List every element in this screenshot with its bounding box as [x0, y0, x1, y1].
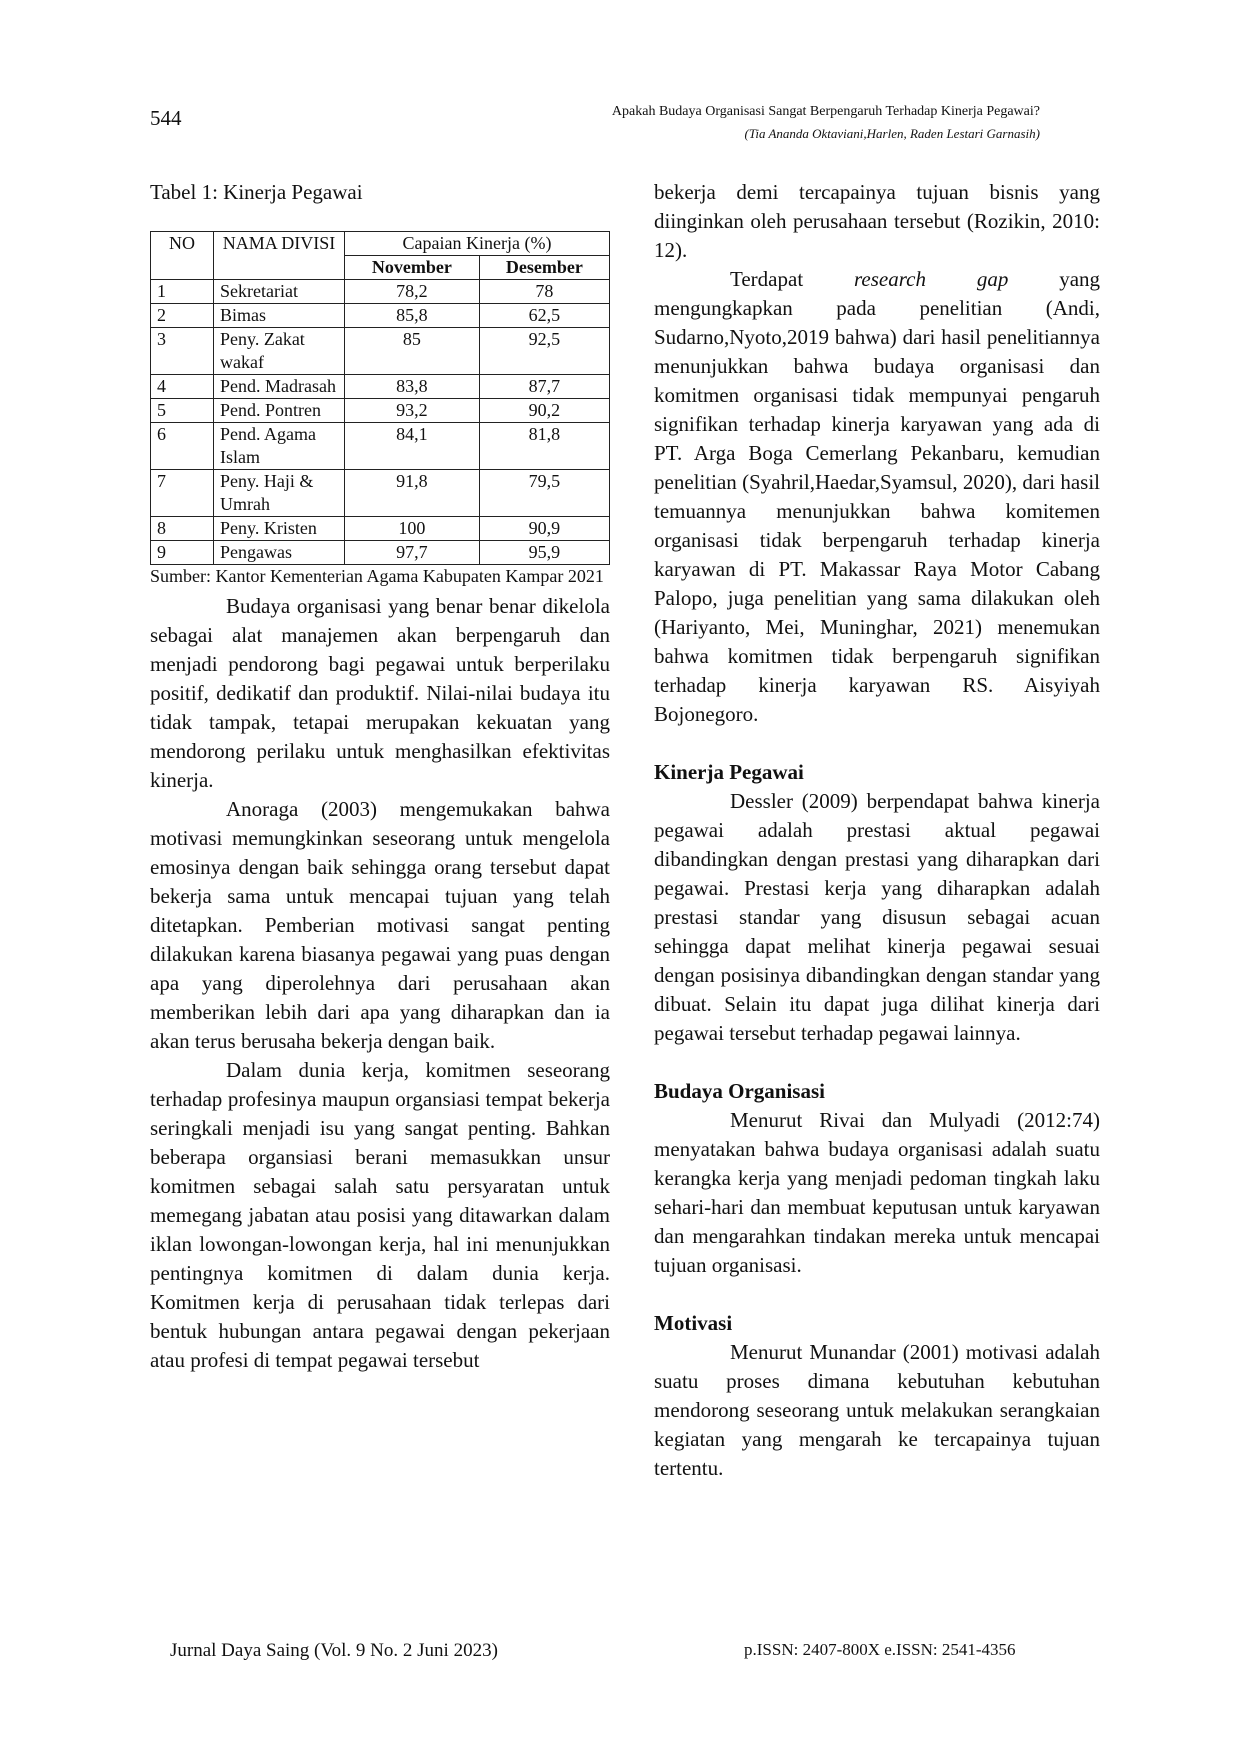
- footer-journal: Jurnal Daya Saing (Vol. 9 No. 2 Juni 2023): [170, 1640, 498, 1661]
- cell-des: 90,9: [479, 517, 609, 541]
- section-heading-budaya: Budaya Organisasi: [654, 1079, 825, 1103]
- text: yang mengungkapkan pada penelitian (Andi, Sudarno,Nyoto,2019 bahwa) dari hasil penelitiannya menunjukkan bahwa budaya organisasi dan komitmen organisasi tidak mempunyai pengaruh signifikan terhadap kinerja karyawan yang ada di PT. Arga Boga Cemerlang Pekanbaru, kemudian penelitian (Syahril,Haedar,Syamsul, 2020), dari hasil temuannya menunjukkan bahwa komitemen organisasi tidak berpengaruh terhadap kinerja karyawan di PT. Makassar Raya Motor Cabang Palopo, juga penelitian yang sama dilakukan oleh (Hariyanto, Mei, Muninghar, 2021) menemukan bahwa komitmen tidak berpengaruh signifikan terhadap kinerja karyawan RS. Aisyiyah Bojonegoro.: [654, 267, 1101, 726]
- cell-nov: 100: [345, 517, 480, 541]
- cell-name: Peny. Zakat wakaf: [214, 328, 345, 375]
- cell-name: Pend. Pontren: [214, 399, 345, 423]
- cell-name: Peny. Kristen: [214, 517, 345, 541]
- cell-name: Sekretariat: [214, 280, 345, 304]
- cell-des: 62,5: [479, 304, 609, 328]
- paragraph: Budaya organisasi yang benar benar dikelola sebagai alat manajemen akan berpengaruh dan menjadi pendorong bagi pegawai untuk berperilaku positif, dedikatif dan produktif. Nilai-nilai budaya itu tidak tampak, tetapai merupakan kekuatan yang mendorong perilaku untuk menghasilkan efektivitas kinerja.: [150, 594, 610, 792]
- running-header-authors: (Tia Ananda Oktaviani,Harlen, Raden Lestari Garnasih): [744, 126, 1040, 141]
- text: Terdapat: [730, 267, 855, 291]
- header-november: November: [345, 256, 480, 280]
- cell-no: 1: [151, 280, 214, 304]
- cell-des: 90,2: [479, 399, 609, 423]
- table-row: [151, 517, 610, 541]
- kinerja-table: [150, 231, 610, 565]
- cell-des: 81,8: [479, 423, 609, 470]
- italic-term: research gap: [854, 267, 1009, 291]
- cell-no: 2: [151, 304, 214, 328]
- cell-name: Pengawas: [214, 541, 345, 565]
- paragraph: Dessler (2009) berpendapat bahwa kinerja pegawai adalah prestasi aktual pegawai dibandingkan dengan prestasi yang diharapkan dari pegawai. Prestasi kerja yang diharapkan adalah prestasi standar yang disusun sebagai acuan sehingga dapat melihat kinerja pegawai sesuai dengan posisinya dibandingkan dengan standar yang dibuat. Selain itu dapat juga dilihat kinerja dari pegawai tersebut terhadap pegawai lainnya.: [654, 789, 1100, 1045]
- cell-nov: 91,8: [345, 470, 480, 517]
- running-header-title: Apakah Budaya Organisasi Sangat Berpengaruh Terhadap Kinerja Pegawai?: [611, 104, 1040, 119]
- header-capaian: Capaian Kinerja (%): [345, 232, 610, 256]
- table-row: [151, 304, 610, 328]
- table-row: [151, 470, 610, 517]
- table-row: [151, 541, 610, 565]
- section-heading-motivasi: Motivasi: [654, 1311, 733, 1335]
- cell-des: 92,5: [479, 328, 609, 375]
- cell-no: 3: [151, 328, 214, 375]
- cell-des: 79,5: [479, 470, 609, 517]
- table-row: [151, 399, 610, 423]
- footer-issn: p.ISSN: 2407-800X e.ISSN: 2541-4356: [744, 1640, 1016, 1659]
- cell-nov: 85: [345, 328, 480, 375]
- table-source: Sumber: Kantor Kementerian Agama Kabupaten Kampar 2021: [150, 566, 604, 586]
- paragraph: Menurut Rivai dan Mulyadi (2012:74) menyatakan bahwa budaya organisasi adalah suatu kerangka kerja yang menjadi pedoman tingkah laku sehari-hari dan membuat keputusan untuk karyawan dan mengarahkan tindakan mereka untuk mencapai tujuan organisasi.: [654, 1108, 1100, 1277]
- cell-des: 87,7: [479, 375, 609, 399]
- cell-no: 5: [151, 399, 214, 423]
- paragraph: bekerja demi tercapainya tujuan bisnis yang diinginkan oleh perusahaan tersebut (Rozikin, 2010: 12).: [654, 180, 1100, 262]
- right-column: [654, 178, 1100, 1483]
- header-desember: Desember: [479, 256, 609, 280]
- section-heading-kinerja: Kinerja Pegawai: [654, 760, 804, 784]
- table-row: [151, 375, 610, 399]
- cell-name: Bimas: [214, 304, 345, 328]
- cell-nov: 85,8: [345, 304, 480, 328]
- paragraph-research-gap: [654, 265, 1100, 729]
- cell-name: Pend. Agama Islam: [214, 423, 345, 470]
- cell-nov: 83,8: [345, 375, 480, 399]
- cell-no: 7: [151, 470, 214, 517]
- paragraph: Dalam dunia kerja, komitmen seseorang terhadap profesinya maupun organsiasi tempat bekerja seringkali menjadi isu yang sangat penting. Bahkan beberapa organsiasi berani memasukkan unsur komitmen sebagai salah satu persyaratan untuk memegang jabatan atau posisi yang ditawarkan dalam iklan lowongan-lowongan kerja, hal ini menunjukkan pentingnya komitmen di dalam dunia kerja. Komitmen kerja di perusahaan tidak terlepas dari bentuk hubungan antara pegawai dengan pekerjaan atau profesi di tempat pegawai tersebut: [150, 1058, 610, 1372]
- paragraph: Menurut Munandar (2001) motivasi adalah suatu proses dimana kebutuhan kebutuhan mendorong seseorang untuk melakukan serangkaian kegiatan yang mengarah ke tercapainya tujuan tertentu.: [654, 1340, 1100, 1480]
- cell-des: 95,9: [479, 541, 609, 565]
- table-row: [151, 328, 610, 375]
- page-number: 544: [150, 106, 182, 130]
- table-row: [151, 280, 610, 304]
- cell-name: Pend. Madrasah: [214, 375, 345, 399]
- left-column: [150, 178, 610, 1375]
- cell-no: 9: [151, 541, 214, 565]
- table-caption: Tabel 1: Kinerja Pegawai: [150, 180, 363, 204]
- cell-no: 4: [151, 375, 214, 399]
- cell-nov: 78,2: [345, 280, 480, 304]
- cell-nov: 84,1: [345, 423, 480, 470]
- cell-no: 6: [151, 423, 214, 470]
- header-no: NO: [151, 232, 214, 280]
- cell-no: 8: [151, 517, 214, 541]
- cell-nov: 93,2: [345, 399, 480, 423]
- table-header-row: [151, 232, 610, 256]
- cell-name: Peny. Haji & Umrah: [214, 470, 345, 517]
- paragraph: Anoraga (2003) mengemukakan bahwa motivasi memungkinkan seseorang untuk mengelola emosinya dengan baik sehingga orang tersebut dapat bekerja sama untuk mencapai tujuan yang telah ditetapkan. Pemberian motivasi sangat penting dilakukan karena biasanya pegawai yang puas dengan apa yang diperolehnya dari perusahaan akan memberikan lebih dari apa yang diharapkan dan ia akan terus berusaha bekerja dengan baik.: [150, 797, 610, 1053]
- header-name: NAMA DIVISI: [214, 232, 345, 280]
- cell-des: 78: [479, 280, 609, 304]
- table-row: [151, 423, 610, 470]
- cell-nov: 97,7: [345, 541, 480, 565]
